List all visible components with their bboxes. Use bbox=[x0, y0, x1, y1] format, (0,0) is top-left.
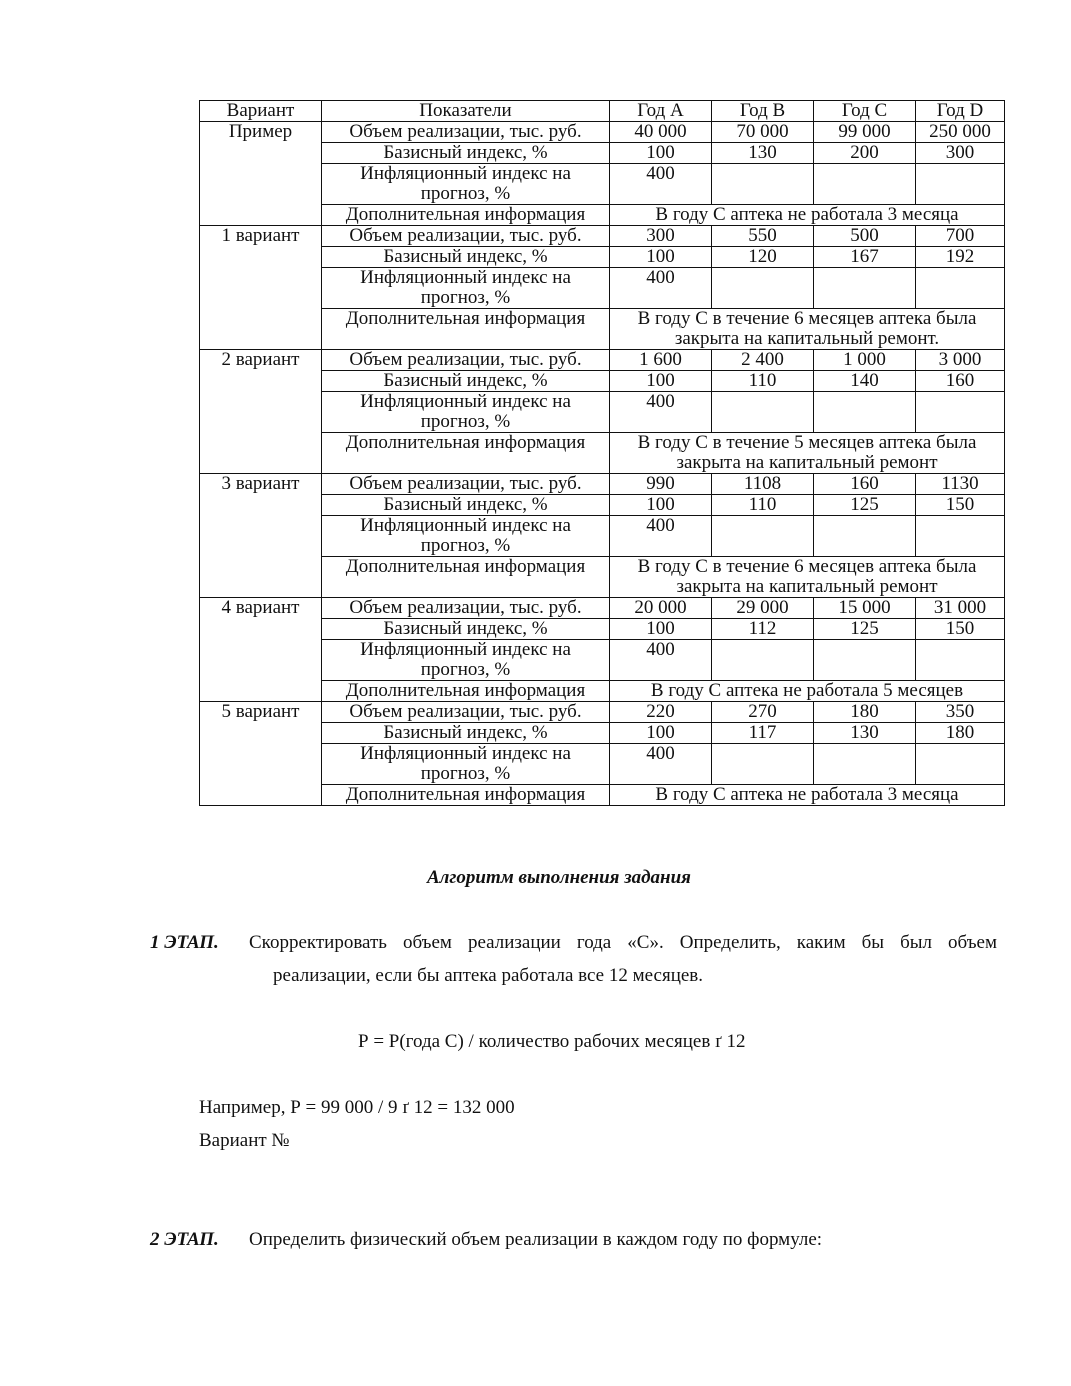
year-value: 192 bbox=[916, 247, 1005, 268]
year-value bbox=[712, 392, 814, 433]
year-value: 20 000 bbox=[610, 598, 712, 619]
variant-name: 3 вариант bbox=[200, 474, 322, 598]
indicator-label: Объем реализации, тыс. руб. bbox=[322, 474, 610, 495]
year-value: 130 bbox=[712, 143, 814, 164]
year-value: 117 bbox=[712, 723, 814, 744]
info-text: В году С в течение 5 месяцев аптека была закрыта на капитальный ремонт bbox=[610, 433, 1005, 474]
info-label: Дополнительная информация bbox=[322, 309, 610, 350]
year-value: 1108 bbox=[712, 474, 814, 495]
info-text: В году С аптека не работала 3 месяца bbox=[610, 205, 1005, 226]
info-text: В году С аптека не работала 5 месяцев bbox=[610, 681, 1005, 702]
info-label: Дополнительная информация bbox=[322, 681, 610, 702]
year-value: 99 000 bbox=[814, 122, 916, 143]
year-value: 40 000 bbox=[610, 122, 712, 143]
year-value: 110 bbox=[712, 495, 814, 516]
year-value bbox=[916, 392, 1005, 433]
year-value: 1130 bbox=[916, 474, 1005, 495]
year-value: 125 bbox=[814, 619, 916, 640]
year-value bbox=[814, 744, 916, 785]
year-value bbox=[916, 744, 1005, 785]
year-value bbox=[712, 164, 814, 205]
indicator-label: Базисный индекс, % bbox=[322, 371, 610, 392]
year-value bbox=[814, 268, 916, 309]
year-value: 120 bbox=[712, 247, 814, 268]
stage2-text: Определить физический объем реализации в каждом году по формуле: bbox=[249, 1229, 823, 1250]
stage2-label: 2 ЭТАП. bbox=[150, 1229, 219, 1250]
year-value: 100 bbox=[610, 371, 712, 392]
year-value: 130 bbox=[814, 723, 916, 744]
year-value: 140 bbox=[814, 371, 916, 392]
table-row bbox=[200, 702, 1005, 723]
header-year-b: Год В bbox=[712, 101, 814, 122]
year-value: 112 bbox=[712, 619, 814, 640]
indicator-label: Инфляционный индекс на прогноз, % bbox=[322, 392, 610, 433]
info-label: Дополнительная информация bbox=[322, 785, 610, 806]
variant-number-label: Вариант № bbox=[199, 1130, 290, 1151]
year-value bbox=[916, 164, 1005, 205]
year-value: 180 bbox=[916, 723, 1005, 744]
table-row bbox=[200, 226, 1005, 247]
example: Например, Р = 99 000 / 9 ґ 12 = 132 000 bbox=[199, 1097, 515, 1118]
year-value: 700 bbox=[916, 226, 1005, 247]
year-value: 200 bbox=[814, 143, 916, 164]
year-value: 400 bbox=[610, 164, 712, 205]
table-row bbox=[200, 122, 1005, 143]
year-value: 70 000 bbox=[712, 122, 814, 143]
year-value: 160 bbox=[814, 474, 916, 495]
header-year-c: Год С bbox=[814, 101, 916, 122]
year-value bbox=[814, 516, 916, 557]
year-value: 29 000 bbox=[712, 598, 814, 619]
year-value: 15 000 bbox=[814, 598, 916, 619]
header-indicators: Показатели bbox=[322, 101, 610, 122]
formula: Р = Р(года С) / количество рабочих месяцев ґ 12 bbox=[358, 1031, 746, 1052]
year-value bbox=[712, 640, 814, 681]
info-text: В году С аптека не работала 3 месяца bbox=[610, 785, 1005, 806]
year-value bbox=[814, 392, 916, 433]
header-year-d: Год D bbox=[916, 101, 1005, 122]
year-value: 500 bbox=[814, 226, 916, 247]
year-value: 1 600 bbox=[610, 350, 712, 371]
year-value bbox=[712, 744, 814, 785]
year-value: 31 000 bbox=[916, 598, 1005, 619]
table-row bbox=[200, 598, 1005, 619]
year-value bbox=[814, 164, 916, 205]
indicator-label: Инфляционный индекс на прогноз, % bbox=[322, 268, 610, 309]
indicator-label: Базисный индекс, % bbox=[322, 143, 610, 164]
year-value: 300 bbox=[610, 226, 712, 247]
year-value: 400 bbox=[610, 392, 712, 433]
indicator-label: Базисный индекс, % bbox=[322, 619, 610, 640]
year-value: 400 bbox=[610, 640, 712, 681]
year-value bbox=[916, 268, 1005, 309]
indicator-label: Инфляционный индекс на прогноз, % bbox=[322, 744, 610, 785]
stage1-label: 1 ЭТАП. bbox=[150, 932, 219, 953]
variants-table bbox=[199, 100, 1005, 806]
variant-name: 2 вариант bbox=[200, 350, 322, 474]
year-value: 100 bbox=[610, 619, 712, 640]
algorithm-title: Алгоритм выполнения задания bbox=[427, 867, 691, 888]
year-value: 110 bbox=[712, 371, 814, 392]
header-variant: Вариант bbox=[200, 101, 322, 122]
year-value: 3 000 bbox=[916, 350, 1005, 371]
stage1-text-line1: Скорректировать объем реализации года «С». Определить, каким бы был объем bbox=[249, 932, 997, 953]
indicator-label: Базисный индекс, % bbox=[322, 247, 610, 268]
year-value: 180 bbox=[814, 702, 916, 723]
variant-name: 5 вариант bbox=[200, 702, 322, 806]
year-value: 125 bbox=[814, 495, 916, 516]
info-text: В году С в течение 6 месяцев аптека была закрыта на капитальный ремонт. bbox=[610, 309, 1005, 350]
year-value bbox=[916, 516, 1005, 557]
variant-name: 4 вариант bbox=[200, 598, 322, 702]
table-row bbox=[200, 474, 1005, 495]
year-value: 220 bbox=[610, 702, 712, 723]
year-value: 100 bbox=[610, 495, 712, 516]
year-value bbox=[712, 268, 814, 309]
year-value: 150 bbox=[916, 495, 1005, 516]
year-value: 1 000 bbox=[814, 350, 916, 371]
indicator-label: Базисный индекс, % bbox=[322, 495, 610, 516]
year-value bbox=[814, 640, 916, 681]
year-value: 350 bbox=[916, 702, 1005, 723]
indicator-label: Объем реализации, тыс. руб. bbox=[322, 702, 610, 723]
year-value: 100 bbox=[610, 723, 712, 744]
header-year-a: Год А bbox=[610, 101, 712, 122]
year-value: 2 400 bbox=[712, 350, 814, 371]
stage1-text-line2: реализации, если бы аптека работала все 12 месяцев. bbox=[273, 965, 704, 986]
year-value: 270 bbox=[712, 702, 814, 723]
year-value: 550 bbox=[712, 226, 814, 247]
indicator-label: Инфляционный индекс на прогноз, % bbox=[322, 164, 610, 205]
year-value: 400 bbox=[610, 744, 712, 785]
year-value: 400 bbox=[610, 268, 712, 309]
info-label: Дополнительная информация bbox=[322, 205, 610, 226]
variant-name: 1 вариант bbox=[200, 226, 322, 350]
year-value: 100 bbox=[610, 143, 712, 164]
table-row bbox=[200, 350, 1005, 371]
year-value: 100 bbox=[610, 247, 712, 268]
info-text: В году С в течение 6 месяцев аптека была закрыта на капитальный ремонт bbox=[610, 557, 1005, 598]
info-label: Дополнительная информация bbox=[322, 433, 610, 474]
year-value: 160 bbox=[916, 371, 1005, 392]
year-value: 400 bbox=[610, 516, 712, 557]
indicator-label: Объем реализации, тыс. руб. bbox=[322, 350, 610, 371]
variant-name: Пример bbox=[200, 122, 322, 226]
year-value bbox=[712, 516, 814, 557]
indicator-label: Объем реализации, тыс. руб. bbox=[322, 226, 610, 247]
year-value: 150 bbox=[916, 619, 1005, 640]
info-label: Дополнительная информация bbox=[322, 557, 610, 598]
indicator-label: Инфляционный индекс на прогноз, % bbox=[322, 516, 610, 557]
indicator-label: Объем реализации, тыс. руб. bbox=[322, 598, 610, 619]
year-value: 250 000 bbox=[916, 122, 1005, 143]
indicator-label: Базисный индекс, % bbox=[322, 723, 610, 744]
year-value: 300 bbox=[916, 143, 1005, 164]
table-header-row bbox=[200, 101, 1005, 122]
indicator-label: Объем реализации, тыс. руб. bbox=[322, 122, 610, 143]
year-value: 990 bbox=[610, 474, 712, 495]
year-value bbox=[916, 640, 1005, 681]
indicator-label: Инфляционный индекс на прогноз, % bbox=[322, 640, 610, 681]
year-value: 167 bbox=[814, 247, 916, 268]
